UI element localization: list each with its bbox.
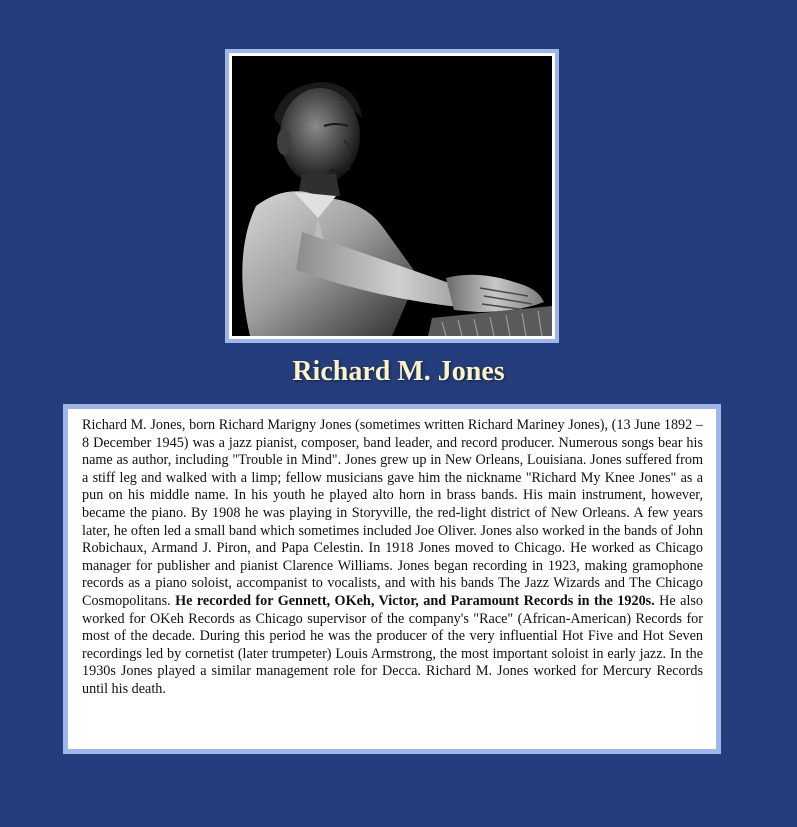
portrait-frame [225, 49, 559, 343]
biography-text [82, 417, 703, 699]
portrait-illustration [232, 56, 552, 336]
page-title: Richard M. Jones [292, 356, 505, 387]
portrait-photo [232, 56, 552, 336]
biography-text-intro: Richard M. Jones, born Richard Marigny Jones (sometimes written Richard Mariney Jones), (13 June 1892 – 8 December 1945) was a jazz pianist, composer, band leader, and record producer. Numerous songs bear his name as author, including "Trouble in Mind". Jones grew up in New Orleans, Louisiana. Jones suffered from a stiff leg and walked with a limp; fellow musicians gave him the nickname "Richard My Knee Jones" as a pun on his middle name. In his youth he played alto horn in brass bands. His main instrument, however, became the piano. By 1908 he was playing in Storyville, the red-light district of New Orleans. A few years later, he often led a small band which sometimes included Joe Oliver. Jones also worked in the bands of John Robichaux, Armand J. Piron, and Papa Celestin. In 1918 Jones moved to Chicago. He worked as Chicago manager for publisher and pianist Clarence Williams. Jones began recording in 1923, making gramophone records as a piano soloist, accompanist to vocalists, and with his bands The Jazz Wizards and The Chicago Cosmopolitans. [82, 417, 703, 609]
biography-panel [63, 404, 721, 754]
biography-text-rest: He also worked for OKeh Records as Chicago supervisor of the company's "Race" (African-American) Records for most of the decade. During this period he was the producer of the very influential Hot Five and Hot Seven recordings led by cornetist (later trumpeter) Louis Armstrong, the most important soloist in early jazz. In the 1930s Jones played a similar management role for Decca. Richard M. Jones worked for Mercury Records until his death. [82, 592, 703, 697]
biography-text-highlight: He recorded for Gennett, OKeh, Victor, and Paramount Records in the 1920s. [175, 592, 655, 609]
